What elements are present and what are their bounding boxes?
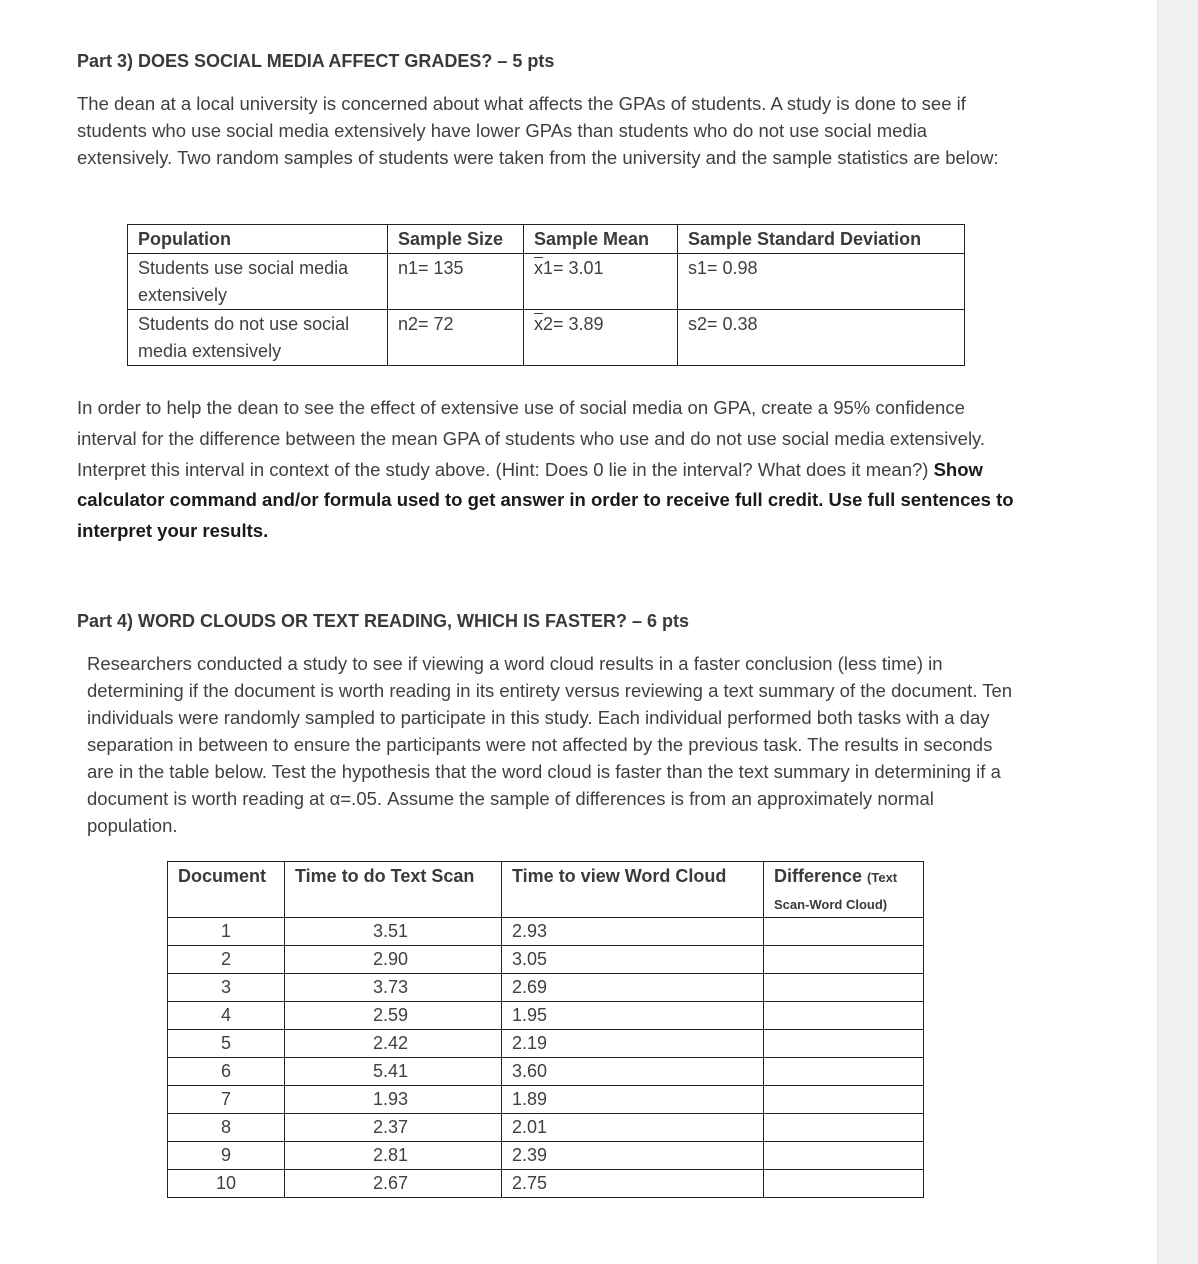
word-cloud-cell: 3.05 (502, 946, 764, 974)
word-cloud-times-table (167, 861, 924, 1198)
text-scan-cell: 2.37 (285, 1114, 502, 1142)
document-cell: 2 (168, 946, 285, 974)
document-cell: 7 (168, 1086, 285, 1114)
document-cell: 9 (168, 1142, 285, 1170)
part3-question (77, 393, 1022, 547)
text-scan-cell: 2.59 (285, 1002, 502, 1030)
header-document: Document (168, 862, 285, 918)
word-cloud-cell: 2.39 (502, 1142, 764, 1170)
document-cell: 8 (168, 1114, 285, 1142)
header-word-cloud: Time to view Word Cloud (502, 862, 764, 918)
document-cell: 5 (168, 1030, 285, 1058)
text-scan-cell: 3.73 (285, 974, 502, 1002)
document-cell: 4 (168, 1002, 285, 1030)
word-cloud-cell: 1.95 (502, 1002, 764, 1030)
header-difference: Difference (Text Scan-Word Cloud) (764, 862, 924, 918)
table-row (168, 974, 924, 1002)
document-cell: 6 (168, 1058, 285, 1086)
difference-cell (764, 1086, 924, 1114)
text-scan-cell: 2.81 (285, 1142, 502, 1170)
mean-cell: $\overline{x}2= 3.89$ (524, 310, 678, 366)
table-row (128, 254, 965, 310)
size-cell: n1= 135 (388, 254, 524, 310)
text-scan-cell: 3.51 (285, 918, 502, 946)
difference-cell (764, 918, 924, 946)
part3-intro: The dean at a local university is concerned about what affects the GPAs of students. A study is done to see if students who use social media extensively have lower GPAs than students who do not use social media extensively. Two random samples of students were taken from the university and the sample statistics are below: (77, 93, 999, 168)
table-header-row (128, 225, 965, 254)
text-scan-cell: 2.90 (285, 946, 502, 974)
sd-cell: s1= 0.98 (678, 254, 965, 310)
document-cell: 1 (168, 918, 285, 946)
vertical-scrollbar[interactable] (1157, 0, 1198, 1264)
part4-heading: Part 4) WORD CLOUDS OR TEXT READING, WHICH IS FASTER? – 6 pts (77, 611, 690, 631)
header-sample-sd: Sample Standard Deviation (678, 225, 965, 254)
table-row (168, 946, 924, 974)
text-scan-cell: 1.93 (285, 1086, 502, 1114)
part3-heading: Part 3) DOES SOCIAL MEDIA AFFECT GRADES? – 5 pts (77, 51, 555, 71)
word-cloud-cell: 3.60 (502, 1058, 764, 1086)
header-text-scan: Time to do Text Scan (285, 862, 502, 918)
difference-cell (764, 1002, 924, 1030)
table-row (168, 1030, 924, 1058)
sd-cell: s2= 0.38 (678, 310, 965, 366)
question-bold-instructions: Show calculator command and/or formula used to get answer in order to receive full credit. Use full sentences to interpret your results. (77, 458, 1014, 542)
header-sample-mean: Sample Mean (524, 225, 678, 254)
header-sample-size: Sample Size (388, 225, 524, 254)
population-cell: Students do not use social media extensively (128, 310, 388, 366)
social-media-stats-table (127, 224, 965, 366)
table-row (168, 1170, 924, 1198)
part4-intro: Researchers conducted a study to see if viewing a word cloud results in a faster conclusion (less time) in determining if the document is worth reading in its entirety versus reviewing a text summary of the document. Ten individuals were randomly sampled to participate in this study. Each individual performed both tasks with a day separation in between to ensure the participants were not affected by the previous task. The results in seconds are in the table below. Test the hypothesis that the word cloud is faster than the text summary in determining if a document is worth reading at α=.05. Assume the sample of differences is from an approximately normal population. (87, 653, 1013, 836)
difference-cell (764, 946, 924, 974)
table-row (128, 310, 965, 366)
difference-cell (764, 1142, 924, 1170)
table-row (168, 1114, 924, 1142)
table-row (168, 918, 924, 946)
document-cell: 3 (168, 974, 285, 1002)
header-population: Population (128, 225, 388, 254)
document-cell: 10 (168, 1170, 285, 1198)
text-scan-cell: 2.67 (285, 1170, 502, 1198)
text-scan-cell: 5.41 (285, 1058, 502, 1086)
difference-cell (764, 1058, 924, 1086)
difference-cell (764, 1170, 924, 1198)
difference-cell (764, 974, 924, 1002)
word-cloud-cell: 2.19 (502, 1030, 764, 1058)
difference-cell (764, 1030, 924, 1058)
word-cloud-cell: 2.01 (502, 1114, 764, 1142)
table-row (168, 1086, 924, 1114)
population-cell: Students use social media extensively (128, 254, 388, 310)
difference-subheader: (Text Scan-Word Cloud) (774, 870, 898, 912)
table-row (168, 1142, 924, 1170)
table-row (168, 1058, 924, 1086)
table-header-row (168, 862, 924, 918)
word-cloud-cell: 2.93 (502, 918, 764, 946)
text-scan-cell: 2.42 (285, 1030, 502, 1058)
word-cloud-cell: 2.69 (502, 974, 764, 1002)
size-cell: n2= 72 (388, 310, 524, 366)
table-row (168, 1002, 924, 1030)
difference-cell (764, 1114, 924, 1142)
mean-cell: $\overline{x}1= 3.01$ (524, 254, 678, 310)
word-cloud-cell: 1.89 (502, 1086, 764, 1114)
word-cloud-cell: 2.75 (502, 1170, 764, 1198)
question-text: In order to help the dean to see the effect of extensive use of social media on GPA, create a 95% confidence interval for the difference between the mean GPA of students who use and do not use social media extensively. Interpret this interval in context of the study above. (Hint: Does 0 lie in the interval? What does it mean?) (77, 397, 986, 480)
